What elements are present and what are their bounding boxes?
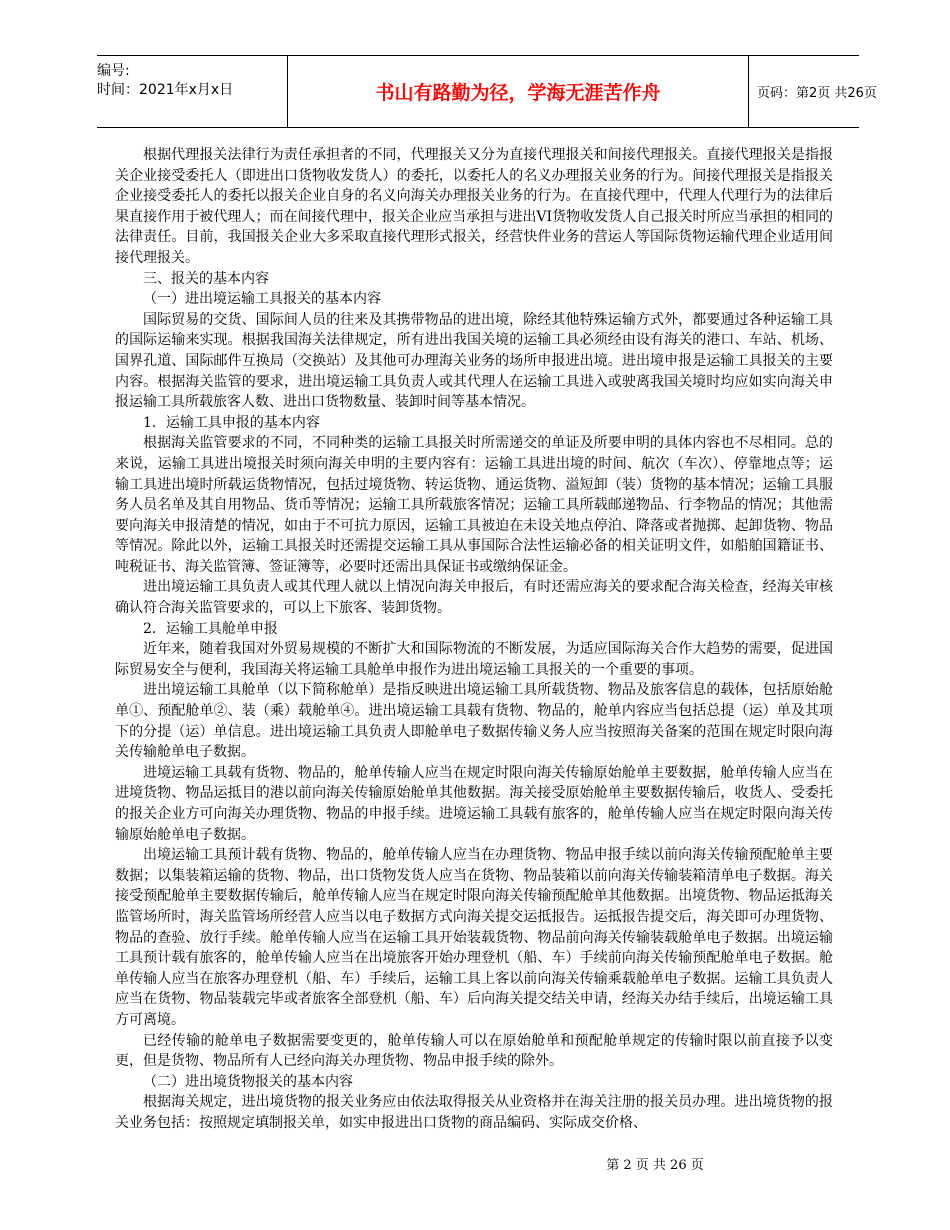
subsection-heading: 2．运输工具舱单申报 <box>143 620 278 637</box>
paragraph: 进出境运输工具舱单（以下简称舱单）是指反映进出境运输工具所载货物、物品及旅客信息的载体，包括原始舱单①、预配舱单②、装（乘）载舱单④。进出境运输工具载有货物、物品的，舱单内容应当包括总提（运）单及其项下的分提（运）单信息。进出境运输工具负责人即舱单电子数据传输义务人应当按照海关备案的范围在规定时限向海关传输舱单电子数据。 <box>115 682 833 761</box>
paragraph: 已经传输的舱单电子数据需要变更的，舱单传输人可以在原始舱单和预配舱单规定的传输时限以前直接予以变更，但是货物、物品所有人已经向海关办理货物、物品申报手续的除外。 <box>115 1032 833 1070</box>
page-footer <box>0 1154 950 1173</box>
paragraph: 进境运输工具载有货物、物品的，舱单传输人应当在规定时限向海关传输原始舱单主要数据，舱单传输人应当在进境货物、物品运抵目的港以前向海关传输原始舱单其他数据。海关接受原始舱单主要数据传输后，收货人、受委托的报关企业方可向海关办理货物、物品的申报手续。进境运输工具载有旅客的，舱单传输人应当在规定时限向海关传输原始舱单电子数据。 <box>115 764 833 843</box>
page-number-label: 页码：第2页 共26页 <box>757 86 877 101</box>
motto-text: 书山有路勤为径，学海无涯苦作舟 <box>375 82 661 104</box>
code-label: 编号: <box>97 63 130 79</box>
paragraph: 根据海关规定，进出境货物的报关业务应由依法取得报关从业资格并在海关注册的报关员办理。进出境货物的报关业务包括：按照规定填制报关单，如实申报进出口货物的商品编码、实际成交价格、 <box>115 1094 833 1131</box>
paragraph: 近年来，随着我国对外贸易规模的不断扩大和国际物流的不断发展，为适应国际海关合作大趋势的需要，促进国际贸易安全与便利，我国海关将运输工具舱单申报作为进出境运输工具报关的一个重要的事项。 <box>115 641 833 678</box>
header-center-cell <box>287 56 749 127</box>
time-label: 时间：2021年x月x日 <box>97 82 234 98</box>
subsection-heading: （一）进出境运输工具报关的基本内容 <box>143 291 381 308</box>
paragraph: 根据海关监管要求的不同，不同种类的运输工具报关时所需递交的单证及所要申明的具体内容也不尽相同。总的来说，运输工具进出境报关时须向海关申明的主要内容有：运输工具进出境的时间、航次（车次）、停靠地点等；运输工具进出境时所载运货物情况，包括过境货物、转运货物、通运货物、溢短卸（装）货物的基本情况；运输工具服务人员名单及其自用物品、货币等情况；运输工具所载旅客情况；运输工具所载邮递物品、行李物品的情况；其他需要向海关申报清楚的情况，如由于不可抗力原因，运输工具被迫在未设关地点停泊、降落或者抛掷、起卸货物、物品等情况。除此以外，运输工具报关时还需提交运输工具从事国际合法性运输必备的相关证明文件，如船舶国籍证书、吨税证书、海关监管簿、签证簿等，必要时还需出具保证书或缴纳保证金。 <box>115 435 833 575</box>
subsection-heading: 1．运输工具申报的基本内容 <box>143 414 320 431</box>
document-body <box>115 145 833 1134</box>
paragraph: 进出境运输工具负责人或其代理人就以上情况向海关申报后，有时还需应海关的要求配合海关检查，经海关审核确认符合海关监管要求的，可以上下旅客、装卸货物。 <box>115 579 833 617</box>
footer-page-number: 第 2 页 共 26 页 <box>606 1158 704 1173</box>
paragraph: 出境运输工具预计载有货物、物品的，舱单传输人应当在办理货物、物品申报手续以前向海关传输预配舱单主要数据；以集装箱运输的货物、物品，出口货物发货人应当在货物、物品装箱以前向海关传输装箱清单电子数据。海关接受预配舱单主要数据传输后，舱单传输人应当在规定时限向海关传输预配舱单其他数据。出境货物、物品运抵海关监管场所时，海关监管场所经营人应当以电子数据方式向海关提交运抵报告。运抵报告提交后，海关即可办理货物、物品的查验、放行手续。舱单传输人应当在运输工具开始装载货物、物品前向海关传输装载舱单电子数据。出境运输工具预计载有旅客的，舱单传输人应当在出境旅客开始办理登机（船、车）手续前向海关传输预配舱单电子数据。舱单传输人应当在旅客办理登机（船、车）手续后，运输工具上客以前向海关传输乘载舱单电子数据。运输工具负责人应当在货物、物品装载完毕或者旅客全部登机（船、车）后向海关提交结关申请，经海关办结手续后，出境运输工具方可离境。 <box>115 847 833 1028</box>
page-header <box>97 55 877 128</box>
paragraph: 根据代理报关法律行为责任承担者的不同，代理报关又分为直接代理报关和间接代理报关。直接代理报关是指报关企业接受委托人（即进出口货物收发货人）的委托，以委托人的名义办理报关业务的行为。间接代理报关是指报关企业接受委托人的委托以报关企业自身的名义向海关办理报关业务的行为。在直接代理中，代理人代理行为的法律后果直接作用于被代理人；而在间接代理中，报关企业应当承担与进出VI货物收发货人自己报关时所应当承担的相同的法律责任。目前，我国报关企业大多采取直接代理形式报关，经营快件业务的营运人等国际货物运输代理企业适用间接代理报关。 <box>115 147 833 266</box>
subsection-heading: （二）进出境货物报关的基本内容 <box>143 1073 353 1090</box>
section-heading: 三、报关的基本内容 <box>143 270 269 287</box>
paragraph: 国际贸易的交货、国际间人员的往来及其携带物品的进出境，除经其他特殊运输方式外，都要通过各种运输工具的国际运输来实现。根据我国海关法律规定，所有进出我国关境的运输工具必须经由设有海关的港口、车站、机场、国界孔道、国际邮件互换局（交换站）及其他可办理海关业务的场所申报进出境。进出境申报是运输工具报关的主要内容。根据海关监管的要求，进出境运输工具负责人或其代理人在运输工具进入或驶离我国关境时均应如实向海关申报运输工具所载旅客人数、进出口货物数量、装卸时间等基本情况。 <box>115 311 833 411</box>
header-right-cell <box>749 56 877 127</box>
header-left-cell <box>97 56 287 127</box>
